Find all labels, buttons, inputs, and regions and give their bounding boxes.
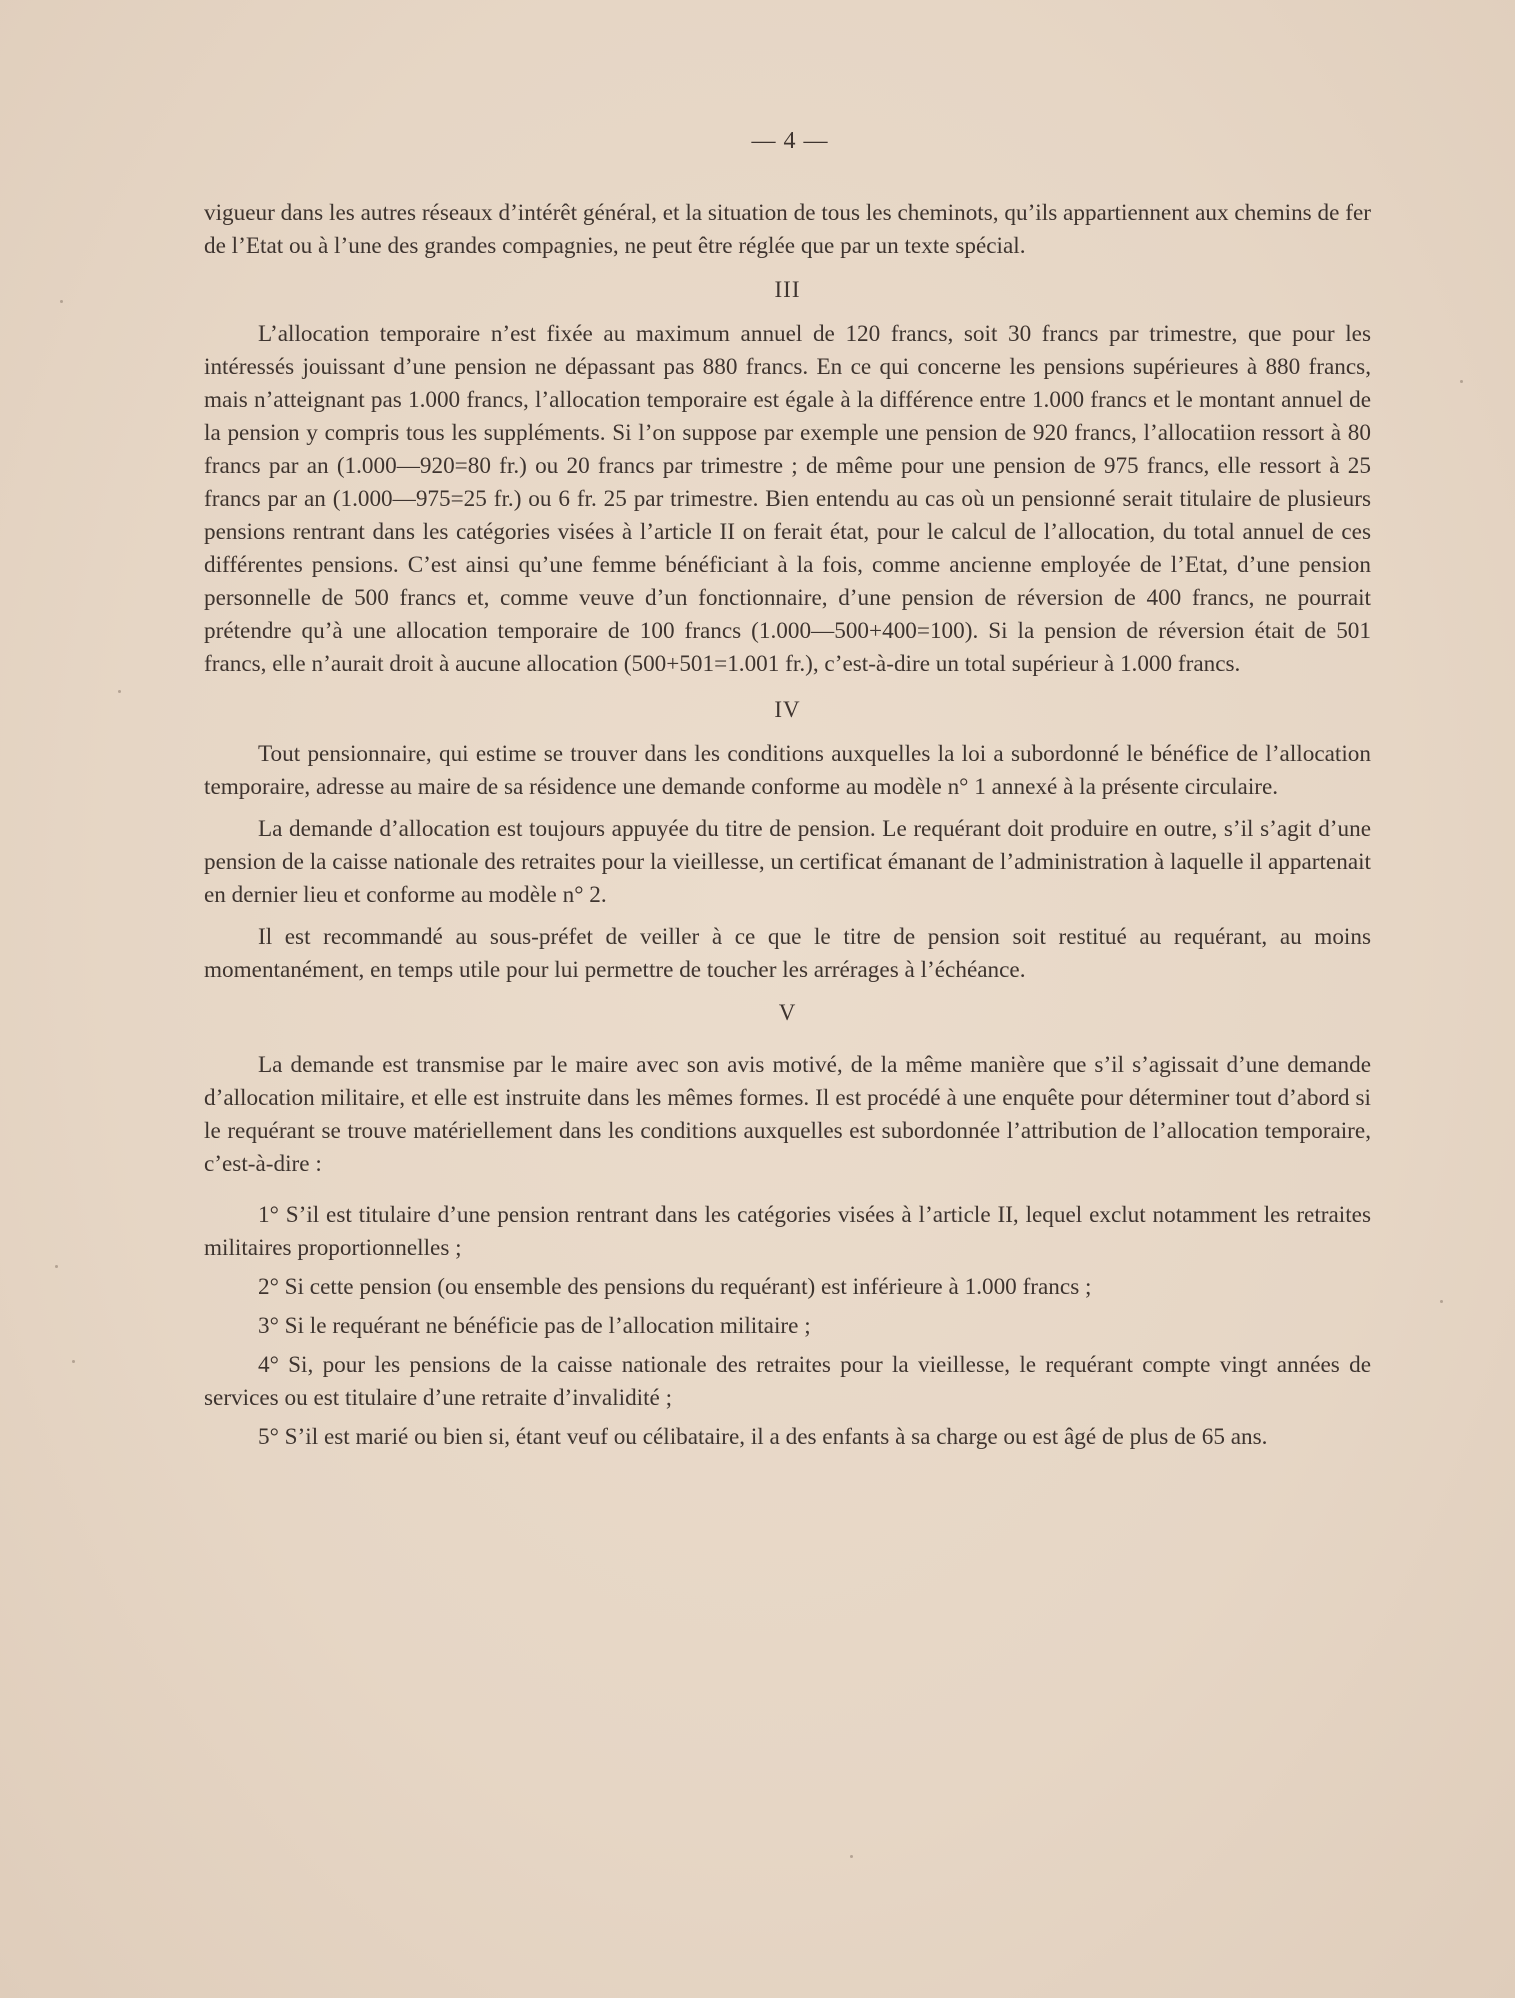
list-item: 4° Si, pour les pensions de la caisse nationale des retraites pour la vieillesse, le requérant compte vingt années de services ou est titulaire d’une retraite d’invalidité ; xyxy=(204,1352,1371,1411)
paper-speck xyxy=(1440,1300,1443,1303)
list-item: 5° S’il est marié ou bien si, étant veuf ou célibataire, il a des enfants à sa charge ou est âgé de plus de 65 ans. xyxy=(258,1424,1268,1450)
section-iv-paragraph-3: Il est recommandé au sous-préfet de veiller à ce que le titre de pension soit restitué au requérant, au moins momentanément, en temps utile pour lui permettre de toucher les arrérages à l’échéance. xyxy=(204,924,1371,983)
paper-speck xyxy=(118,690,121,693)
conditions-list xyxy=(204,1199,1371,1454)
intro-paragraph: vigueur dans les autres réseaux d’intérêt général, et la situation de tous les cheminots, qu’ils appartiennent aux chemins de fer de l’Etat ou à l’une des grandes compagnies, ne peut être réglée que par un texte spécial. xyxy=(204,200,1371,259)
page-number: — 4 — xyxy=(751,128,829,154)
section-v-paragraph: La demande est transmise par le maire avec son avis motivé, de la même manière que s’il s’agissait d’une demande d’allocation militaire, et elle est instruite dans les mêmes formes. Il est procédé à une enquête pour déterminer tout d’abord si le requérant se trouve matériellement dans les conditions auxquelles est subordonnée l’attribution de l’allocation temporaire, c’est-à-dire : xyxy=(204,1052,1371,1177)
section-iv-paragraph-1: Tout pensionnaire, qui estime se trouver dans les conditions auxquelles la loi a subordonné le bénéfice de l’allocation temporaire, adresse au maire de sa résidence une demande conforme au modèle n° 1 annexé à la présente circulaire. xyxy=(204,741,1371,800)
section-heading-v: V xyxy=(778,1000,797,1025)
list-item: 2° Si cette pension (ou ensemble des pensions du requérant) est inférieure à 1.000 francs ; xyxy=(258,1274,1092,1300)
paper-speck xyxy=(72,1360,75,1363)
list-item: 1° S’il est titulaire d’une pension rentrant dans les catégories visées à l’article II, lequel exclut notamment les retraites militaires proportionnelles ; xyxy=(204,1202,1371,1261)
section-iv-paragraph-2: La demande d’allocation est toujours appuyée du titre de pension. Le requérant doit produire en outre, s’il s’agit d’une pension de la caisse nationale des retraites pour la vieillesse, un certificat émanant de l’administration à laquelle il appartenait en dernier lieu et conforme au modèle n° 2. xyxy=(204,816,1371,908)
paper-speck xyxy=(850,1855,853,1858)
section-heading-iii: III xyxy=(774,277,801,302)
list-item: 3° Si le requérant ne bénéficie pas de l’allocation militaire ; xyxy=(258,1313,811,1339)
section-iii-paragraph: L’allocation temporaire n’est fixée au maximum annuel de 120 francs, soit 30 francs par trimestre, que pour les intéressés jouissant d’une pension ne dépassant pas 880 francs. En ce qui concerne les pensions supérieures à 880 francs, mais n’atteignant pas 1.000 francs, l’allocation temporaire est égale à la différence entre 1.000 francs et le montant annuel de la pension y compris tous les suppléments. Si l’on suppose par exemple une pension de 920 francs, l’allocatiion ressort à 80 francs par an (1.000—920=80 fr.) ou 20 francs par trimestre ; de même pour une pension de 975 francs, elle ressort à 25 francs par an (1.000—975=25 fr.) ou 6 fr. 25 par trimestre. Bien entendu au cas où un pensionné serait titulaire de plusieurs pensions rentrant dans les catégories visées à l’article II on ferait état, pour le calcul de l’allocation, du total annuel de ces différentes pensions. C’est ainsi qu’une femme bénéficiant à la fois, comme ancienne employée de l’Etat, d’une pension personnelle de 500 francs et, comme veuve d’un fonctionnaire, d’une pension de réversion de 400 francs, ne pourrait prétendre qu’à une allocation temporaire de 100 francs (1.000—500+400=100). Si la pension de réversion était de 501 francs, elle n’aurait droit à aucune allocation (500+501=1.001 fr.), c’est-à-dire un total supérieur à 1.000 francs. xyxy=(204,321,1371,677)
paper-speck xyxy=(55,1265,58,1268)
document-body xyxy=(204,197,1371,1454)
paper-speck xyxy=(1460,380,1463,383)
section-heading-iv: IV xyxy=(774,697,801,722)
paper-speck xyxy=(60,300,63,303)
